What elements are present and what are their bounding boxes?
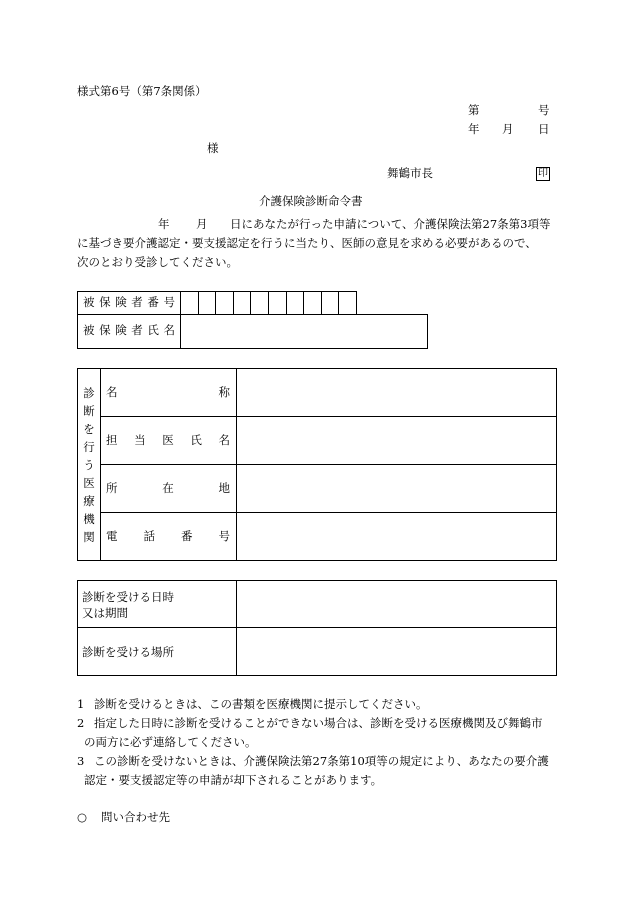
attending-doctor-field[interactable] [237, 417, 556, 464]
note-2-text: 指定した日時に診断を受けることができない場合は、診断を受ける医療機関及び舞鶴市 [94, 716, 543, 730]
issuer-name: 舞鶴市長 [387, 166, 433, 180]
body-year: 年 [158, 217, 170, 231]
contact-label: 問い合わせ先 [101, 810, 170, 824]
attending-doctor-label: 担 当 医 氏 名 [106, 433, 230, 447]
exam-datetime-field[interactable] [237, 581, 556, 627]
insured-name-label: 被 保 険 者 氏 名 [83, 323, 175, 337]
note-1-number: 1 [77, 697, 85, 711]
exam-place-label: 診断を受ける場所 [82, 645, 174, 659]
document-number-dai: 第 [468, 103, 480, 117]
date-month: 月 [502, 122, 514, 136]
contact-bullet-icon: ○ [77, 810, 88, 824]
exam-place-field[interactable] [237, 628, 556, 675]
seal-stamp: 印 [538, 168, 548, 179]
addressee-suffix: 様 [207, 141, 219, 155]
note-1-text: 診断を受けるときは、この書類を医療機関に提示してください。 [94, 697, 428, 711]
body-month: 月 [196, 217, 208, 231]
note-3-continuation: 認定・要支援認定等の申請が却下されることがあります。 [84, 773, 383, 787]
institution-side-label: 診断を行う医療機関 [83, 386, 95, 544]
note-2-continuation: の両方に必ず連絡してください。 [84, 735, 257, 749]
phone-label: 電 話 番 号 [106, 529, 230, 543]
exam-datetime-label-2: 又は期間 [82, 606, 128, 620]
insured-number-field[interactable] [181, 292, 357, 314]
insured-name-field[interactable] [181, 315, 427, 348]
note-3-text: この診断を受けないときは、介護保険法第27条第10項等の規定により、あなたの要介護 [94, 754, 549, 768]
institution-name-label: 名 称 [106, 385, 230, 399]
date-year: 年 [468, 122, 480, 136]
body-line3: 次のとおり受診してください。 [77, 255, 238, 269]
form-number: 様式第6号（第7条関係） [77, 84, 207, 98]
address-label: 所 在 地 [106, 481, 230, 495]
phone-field[interactable] [237, 513, 556, 560]
date-day: 日 [538, 122, 550, 136]
body-line1: 日にあなたが行った申請について、介護保険法第27条第3項等 [230, 217, 551, 231]
institution-name-field[interactable] [237, 369, 556, 416]
document-title: 介護保険診断命令書 [259, 194, 363, 208]
document-number-go: 号 [538, 103, 550, 117]
insured-number-label: 被 保 険 者 番 号 [83, 295, 175, 309]
address-field[interactable] [237, 465, 556, 512]
note-3-number: 3 [77, 754, 85, 768]
note-2-number: 2 [77, 716, 85, 730]
body-line2: に基づき要介護認定・要支援認定を行うに当たり、医師の意見を求める必要があるので、 [77, 236, 537, 250]
exam-datetime-label-1: 診断を受ける日時 [82, 590, 174, 604]
